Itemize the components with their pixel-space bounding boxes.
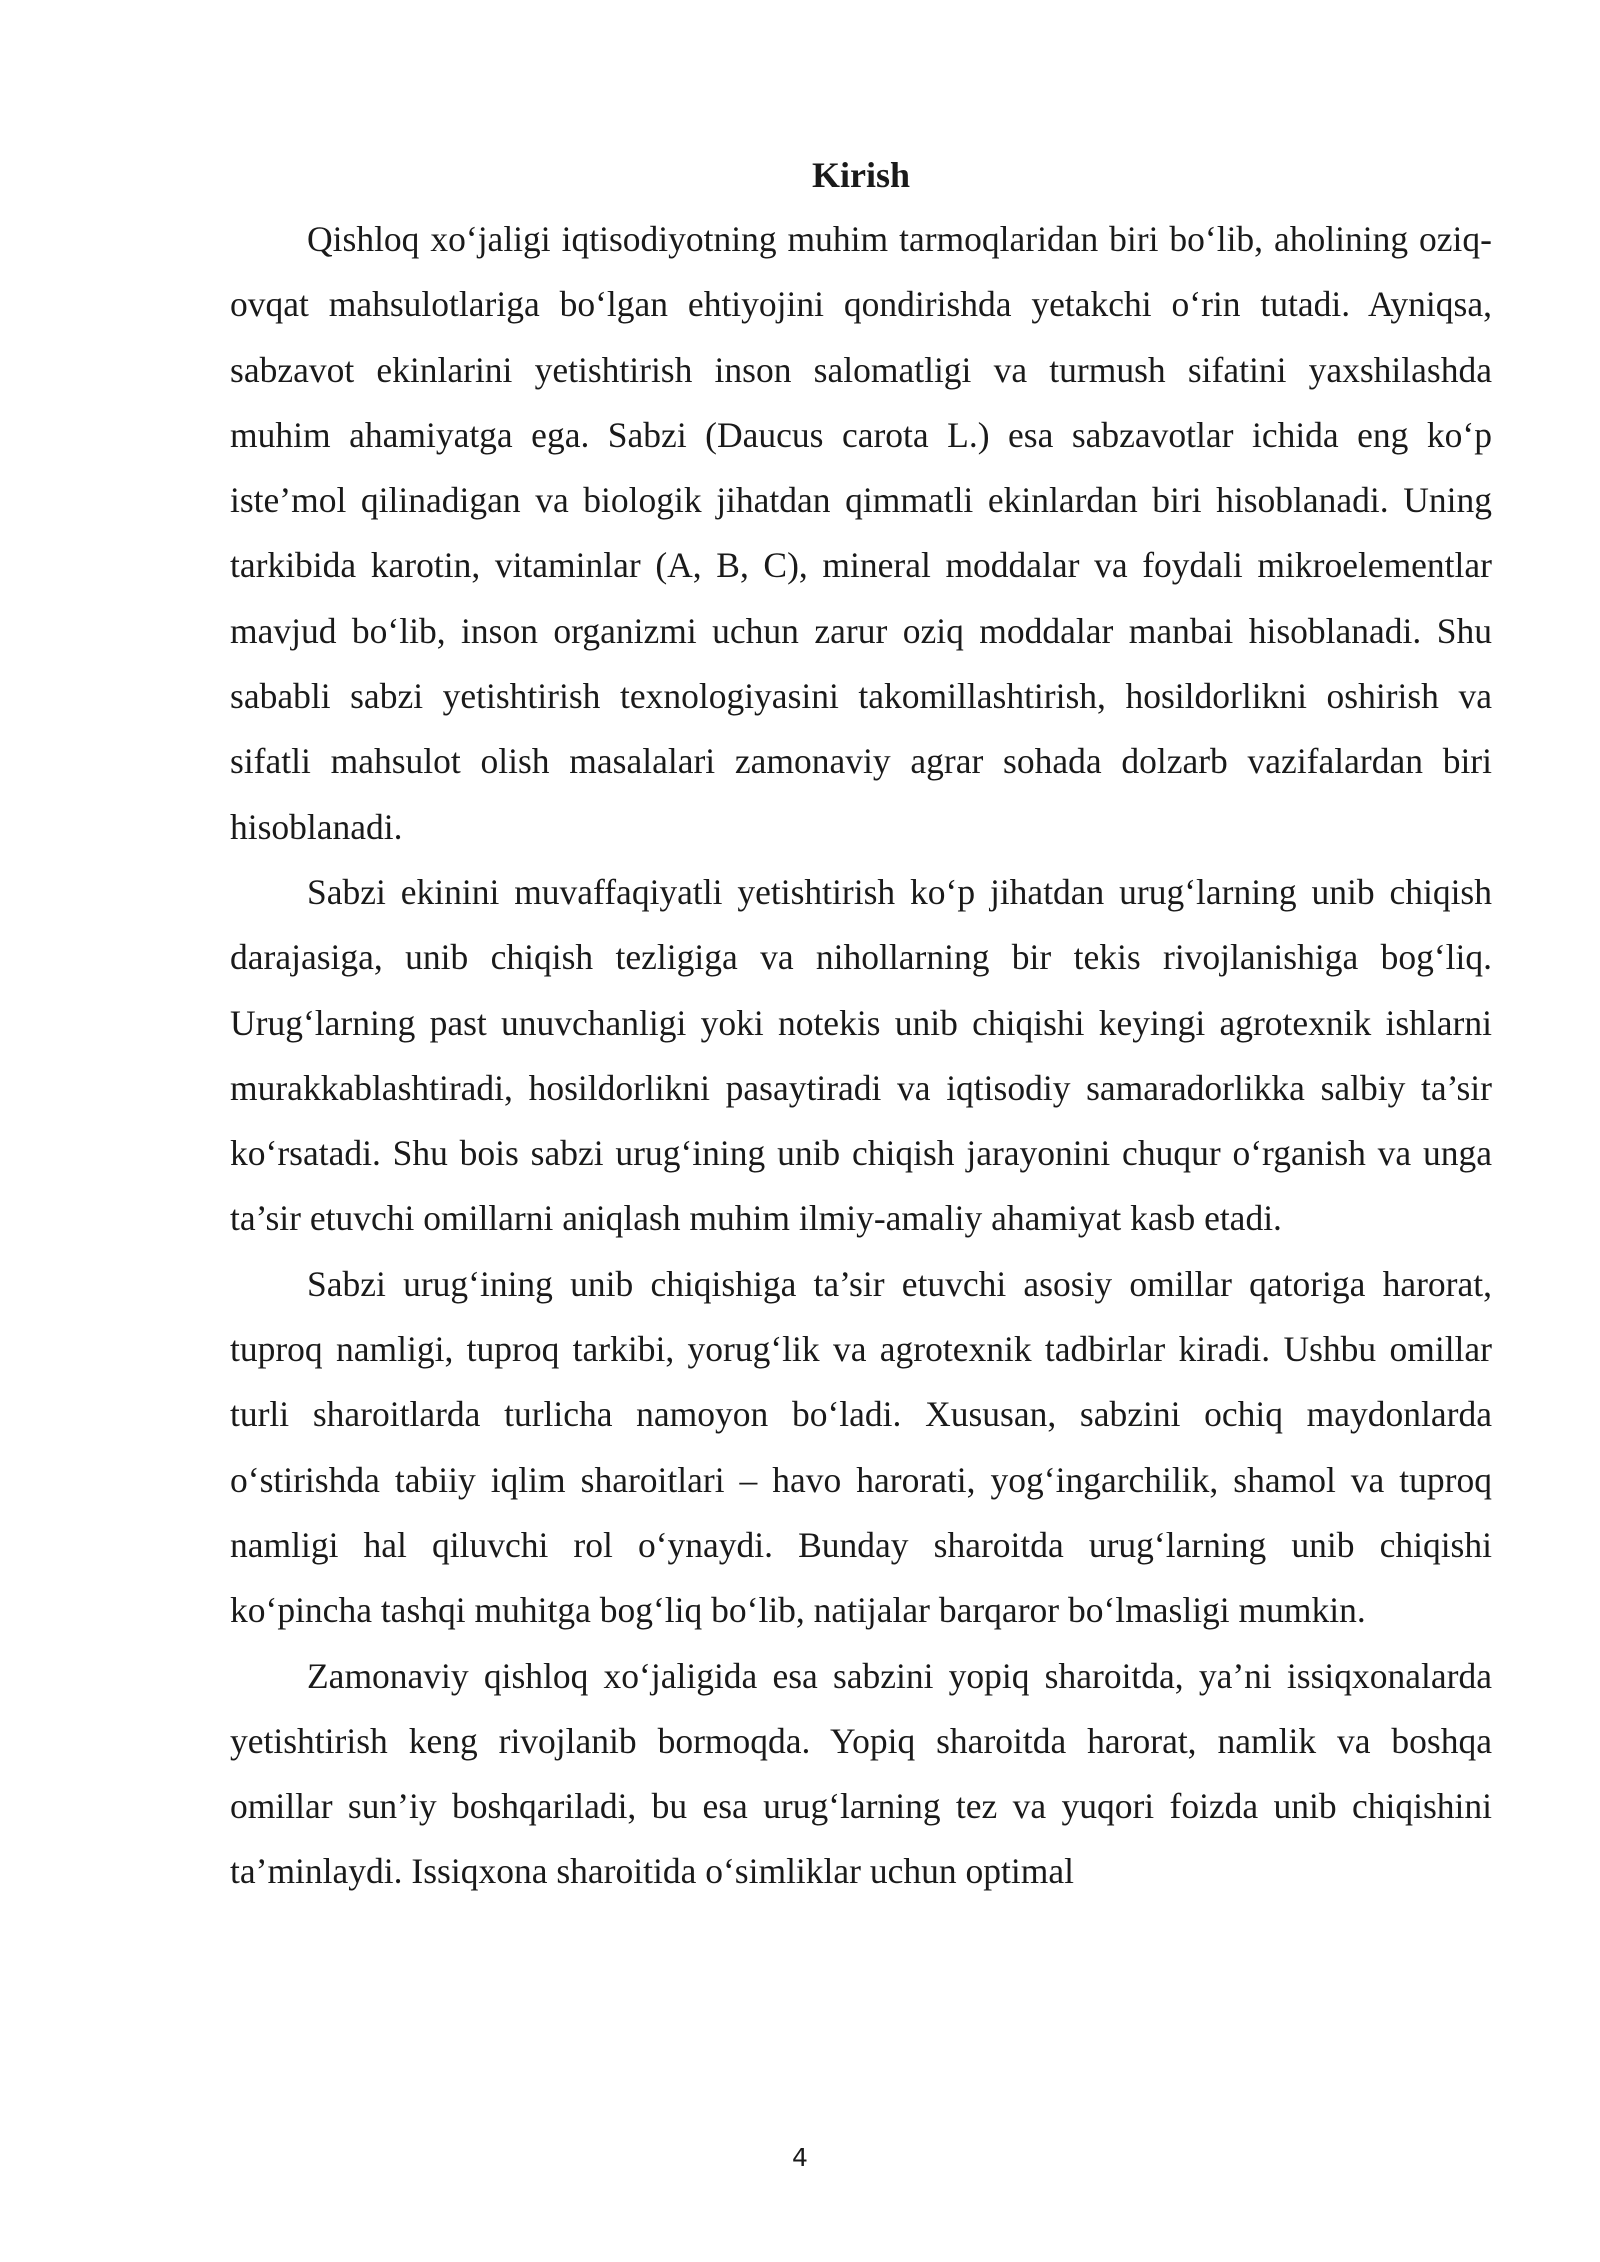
- paragraph-2: Sabzi ekinini muvaffaqiyatli yetishtirish ko‘p jihatdan urug‘larning unib chiqish darajasiga, unib chiqish tezligiga va nihollarning bir tekis rivojlanishiga bog‘liq. Urug‘larning past unuvchanligi yoki notekis unib chiqishi keyingi agrotexnik ishlarni murakkablashtiradi, hosildorlikni pasaytiradi va iqtisodiy samaradorlikka salbiy ta’sir ko‘rsatadi. Shu bois sabzi urug‘ining unib chiqish jarayonini chuqur o‘rganish va unga ta’sir etuvchi omillarni aniqlash muhim ilmiy-amaliy ahamiyat kasb etadi.: [230, 871, 1492, 1239]
- page-number: 4: [792, 2143, 808, 2172]
- paragraph-1: Qishloq xo‘jaligi iqtisodiyotning muhim tarmoqlaridan biri bo‘lib, aholining oziq-ovqat mahsulotlariga bo‘lgan ehtiyojini qondirishda yetakchi o‘rin tutadi. Ayniqsa, sabzavot ekinlarini yetishtirish inson salomatligi va turmush sifatini yaxshilashda muhim ahamiyatga ega. Sabzi (Daucus carota L.) esa sabzavotlar ichida eng ko‘p iste’mol qilinadigan va biologik jihatdan qimmatli ekinlardan biri hisoblanadi. Uning tarkibida karotin, vitaminlar (A, B, C), mineral moddalar va foydali mikroelementlar mavjud bo‘lib, inson organizmi uchun zarur oziq moddalar manbai hisoblanadi. Shu sababli sabzi yetishtirish texnologiyasini takomillashtirish, hosildorlikni oshirish va sifatli mahsulot olish masalalari zamonaviy agrar sohada dolzarb vazifalardan biri hisoblanadi.: [230, 219, 1492, 847]
- paragraph-4: Zamonaviy qishloq xo‘jaligida esa sabzini yopiq sharoitda, ya’ni issiqxonalarda yetishtirish keng rivojlanib bormoqda. Yopiq sharoitda harorat, namlik va boshqa omillar sun’iy boshqariladi, bu esa urug‘larning tez va yuqori foizda unib chiqishini ta’minlaydi. Issiqxona sharoitida o‘simliklar uchun optimal: [230, 1655, 1492, 1892]
- paragraph-3: Sabzi urug‘ining unib chiqishiga ta’sir etuvchi asosiy omillar qatoriga harorat, tuproq namligi, tuproq tarkibi, yorug‘lik va agrotexnik tadbirlar kiradi. Ushbu omillar turli sharoitlarda turlicha namoyon bo‘ladi. Xususan, sabzini ochiq maydonlarda o‘stirishda tabiiy iqlim sharoitlari – havo harorati, yog‘ingarchilik, shamol va tuproq namligi hal qiluvchi rol o‘ynaydi. Bunday sharoitda urug‘larning unib chiqishi ko‘pincha tashqi muhitga bog‘liq bo‘lib, natijalar barqaror bo‘lmasligi mumkin.: [230, 1263, 1492, 1631]
- section-title: Kirish: [811, 155, 910, 195]
- page-body: [230, 143, 1492, 1905]
